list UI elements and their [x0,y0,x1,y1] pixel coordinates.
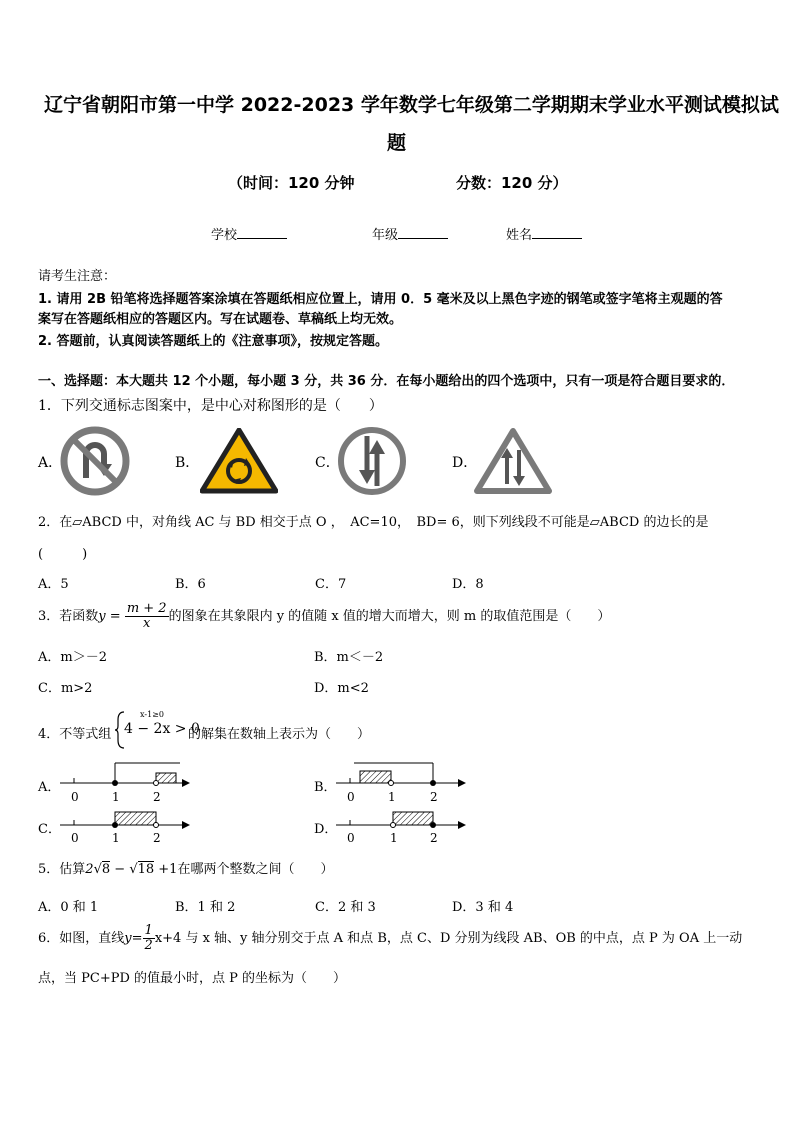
q3-fraction [125,602,169,631]
two-way-traffic-sign-icon [337,426,407,496]
q5-radicand-2: 18 [137,862,155,877]
roundabout-warning-sign-icon [200,428,278,494]
total-score: 分数：120 分） [456,174,568,192]
q3-post: 的图象在其象限内 y 的值随 x 值的增大而增大，则 m 的取值范围是（ ） [168,609,611,624]
q6-stem-line2: 点，当 PC+PD 的值最小时，点 P 的坐标为（ ） [38,971,347,986]
q5-option-b: B．1 和 2 [175,900,236,915]
time-limit: （时间：120 分钟 [228,174,355,192]
q5-minus: − [110,862,130,877]
notice-heading: 请考生注意： [38,269,117,284]
section-heading: 一、选择题：本大题共 12 个小题，每小题 3 分，共 36 分．在每小题给出的四个选项中，只有一项是符合题目要求的． [38,374,735,389]
q1-stem: 1．下列交通标志图案中，是中心对称图形的是（ ） [38,398,383,414]
school-field[interactable] [211,224,287,243]
q1-option-c-label: C． [315,455,340,471]
q5-option-a: A．0 和 1 [38,900,99,915]
tick-2: 2 [430,831,438,845]
q5-coef: 2 [85,862,94,877]
q6-pre: 6．如图，直线 [38,931,125,946]
q4-post: 的解集在数轴上表示为（ ） [188,727,371,742]
tick-1: 1 [390,831,398,845]
q2-option-c: C．7 [315,577,347,592]
q4-option-d-label: D． [314,822,338,837]
name-blank[interactable] [532,226,582,239]
q4-pre: 4．不等式组 [38,727,112,742]
q4-option-a-label: A． [38,780,61,795]
q2-option-a: A．5 [38,577,69,592]
sqrt-icon: √ [129,862,138,877]
school-label: 学校 [211,228,238,243]
q6-eq: = [131,931,143,946]
no-u-turn-sign-icon [60,426,130,496]
q5-option-d: D．3 和 4 [452,900,514,915]
q6-denominator: 2 [144,938,153,953]
grade-field[interactable] [372,224,448,243]
q3-eq: = [105,609,125,624]
tick-0: 0 [347,831,355,845]
tick-0: 0 [71,831,79,845]
grade-blank[interactable] [398,226,448,239]
q2-paren: ( ) [38,547,88,562]
q6-numerator: 1 [144,923,153,938]
q4-number-line-d [336,804,466,848]
tick-0: 0 [347,790,355,804]
page-title-line2: 题 [387,132,407,154]
q2-stem: 2．在▱ABCD 中，对角线 AC 与 BD 相交于点 O ， AC=10， BD= 6，则下列线段不可能是▱ABCD 的边长的是 [38,515,709,530]
sqrt-icon: √ [93,862,102,877]
tick-1: 1 [112,790,120,804]
q6-fraction [143,924,155,953]
q3-stem [38,602,610,632]
q3-pre: 3．若函数 [38,609,99,624]
q3-option-c: C．m>2 [38,681,93,696]
q1-option-a-label: A． [38,455,63,471]
q2-option-d: D．8 [452,577,484,592]
q5-radicand-1: 8 [101,862,111,877]
q4-option-b-label: B． [314,780,337,795]
q6-post: x+4 与 x 轴、y 轴分别交于点 A 和点 B，点 C、D 分别为线段 AB、OB 的中点，点 P 为 OA 上一动 [154,931,743,946]
q5-stem [38,858,333,877]
tick-1: 1 [388,790,396,804]
q1-option-b-label: B． [175,455,200,471]
tick-2: 2 [153,790,161,804]
q6-stem [38,924,742,954]
school-blank[interactable] [237,226,287,239]
q3-y: y [98,609,106,624]
q4-number-line-b [336,760,466,804]
grade-label: 年级 [372,228,399,243]
q4-second-inequality: 4 − 2x > 0 [124,721,200,737]
q3-denominator: x [143,616,151,631]
name-label: 姓名 [506,228,533,243]
q2-option-b: B．6 [175,577,206,592]
two-way-warning-sign-icon [474,428,552,494]
q3-option-b: B．m＜－2 [314,650,384,665]
tick-0: 0 [71,790,79,804]
q3-option-a: A．m＞－2 [38,650,107,665]
q5-pre: 5．估算 [38,862,86,877]
tick-1: 1 [112,831,120,845]
q5-plus: +1 [154,862,178,877]
q5-option-c: C．2 和 3 [315,900,376,915]
q4-number-line-c [60,804,190,848]
page-title: 辽宁省朝阳市第一中学 2022-2023 学年数学七年级第二学期期末学业水平测试模拟试 [44,94,779,116]
notice-item-1-cont: 案写在答题纸相应的答题区内。写在试题卷、草稿纸上均无效。 [38,312,403,327]
tick-2: 2 [430,790,438,804]
q4-number-line-a [60,760,190,804]
q5-post: 在哪两个整数之间（ ） [177,862,334,877]
notice-item-1: 1. 请用 2B 铅笔将选择题答案涂填在答题纸相应位置上，请用 0．5 毫米及以上黑色字迹的钢笔或签字笔将主观题的答 [38,292,723,307]
notice-item-2: 2. 答题前，认真阅读答题纸上的《注意事项》，按规定答题。 [38,334,389,349]
q1-option-d-label: D． [452,455,478,471]
q3-numerator: m + 2 [126,601,167,616]
q6-y: y [124,931,132,946]
name-field[interactable] [506,224,582,243]
q4-option-c-label: C． [38,822,61,837]
q3-option-d: D．m<2 [314,681,369,696]
tick-2: 2 [153,831,161,845]
q4-first-inequality: x-1≥0 [140,710,164,719]
